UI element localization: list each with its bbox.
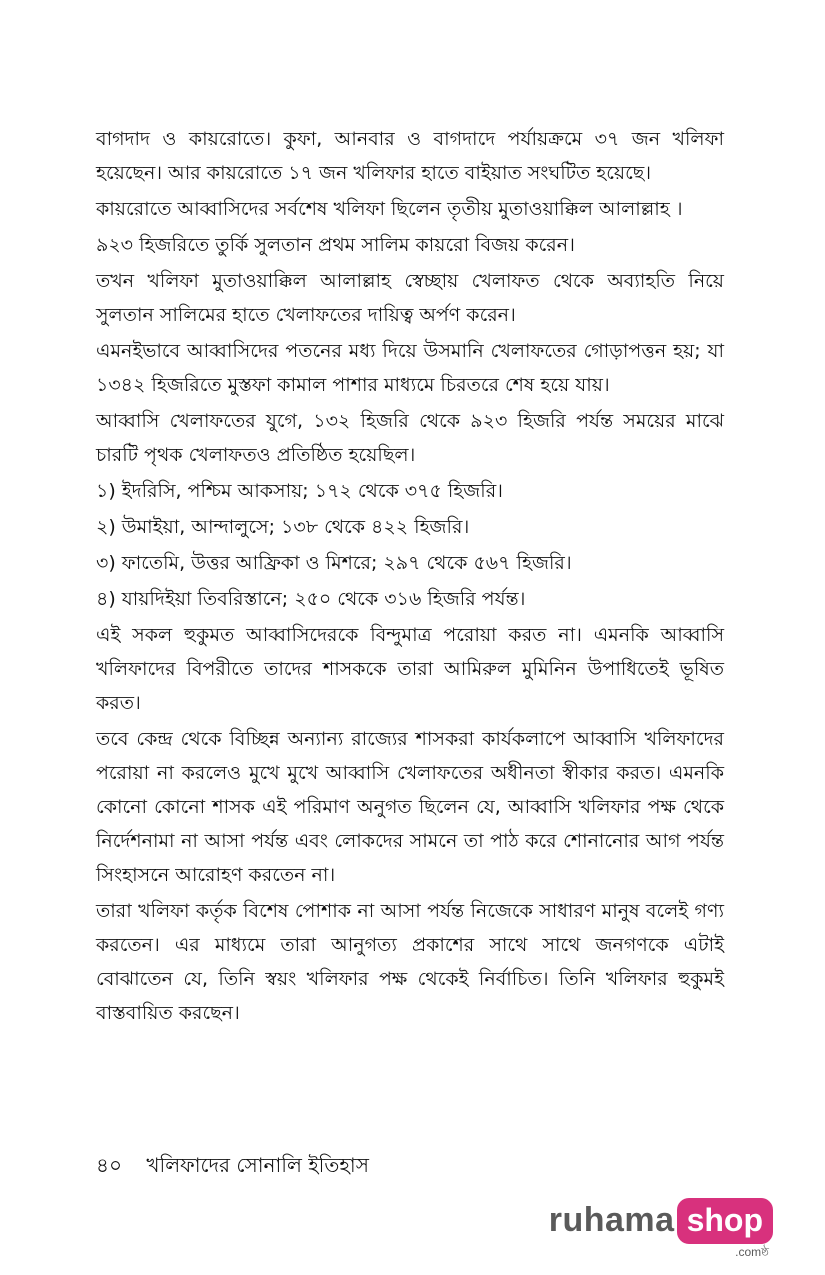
list-item-4: ৪) যায়দিইয়া তিবরিস্তানে; ২৫০ থেকে ৩১৬ হিজরি পর্যন্ত। bbox=[96, 588, 526, 610]
paragraph-7: এই সকল হুকুমত আব্বাসিদেরকে বিন্দুমাত্র পরোয়া করত না। এমনকি আব্বাসি খলিফাদের বিপরীতে তাদের শাসককে তারা আমিরুল মুমিনিন উপাধিতেই ভূষিত করত। bbox=[96, 624, 724, 714]
list-item-1: ১) ইদরিসি, পশ্চিম আকসায়; ১৭২ থেকে ৩৭৫ হিজরি। bbox=[96, 480, 503, 502]
paragraph-9: তারা খলিফা কর্তৃক বিশেষ পোশাক না আসা পর্যন্ত নিজেকে সাধারণ মানুষ বলেই গণ্য করতেন। এর মাধ্যমে তারা আনুগত্য প্রকাশের সাথে সাথে জনগণকে এটাই বোঝাতেন যে, তিনি স্বয়ং খলিফার পক্ষ থেকেই নির্বাচিত। তিনি খলিফার হুকুমই বাস্তবায়িত করছেন। bbox=[96, 900, 724, 1024]
paragraph-5: এমনইভাবে আব্বাসিদের পতনের মধ্য দিয়ে উসমানি খেলাফতের গোড়াপত্তন হয়; যা ১৩৪২ হিজরিতে মুস্তফা কামাল পাশার মাধ্যমে চিরতরে শেষ হয়ে যায়। bbox=[96, 340, 724, 396]
watermark-domain: .comষ্ঠ bbox=[735, 1245, 769, 1259]
page-footer bbox=[96, 1150, 369, 1180]
list-item-2: ২) উমাইয়া, আন্দালুসে; ১৩৮ থেকে ৪২২ হিজরি। bbox=[96, 516, 470, 538]
paragraph-3: ৯২৩ হিজরিতে তুর্কি সুলতান প্রথম সালিম কায়রো বিজয় করেন। bbox=[96, 234, 575, 256]
watermark-brand-right: shop bbox=[677, 1198, 773, 1244]
watermark-shop-badge bbox=[675, 1198, 773, 1259]
paragraph-8: তবে কেন্দ্র থেকে বিচ্ছিন্ন অন্যান্য রাজ্যের শাসকরা কার্যকলাপে আব্বাসি খলিফাদের পরোয়া না করলেও মুখে মুখে আব্বাসি খেলাফতের অধীনতা স্বীকার করত। এমনকি কোনো কোনো শাসক এই পরিমাণ অনুগত ছিলেন যে, আব্বাসি খলিফার পক্ষ থেকে নির্দেশনামা না আসা পর্যন্ত এবং লোকদের সামনে তা পাঠ করে শোনানোর আগ পর্যন্ত সিংহাসনে আরোহণ করতেন না। bbox=[96, 728, 724, 886]
page-number: ৪০ bbox=[96, 1153, 122, 1177]
book-title: খলিফাদের সোনালি ইতিহাস bbox=[146, 1153, 369, 1177]
ruhamashop-watermark-logo bbox=[549, 1198, 773, 1258]
paragraph-1: বাগদাদ ও কায়রোতে। কুফা, আনবার ও বাগদাদে পর্যায়ক্রমে ৩৭ জন খলিফা হয়েছেন। আর কায়রোতে ১৭ জন খলিফার হাতে বাইয়াত সংঘটিত হয়েছে। bbox=[96, 128, 724, 184]
paragraph-4: তখন খলিফা মুতাওয়াক্কিল আলাল্লাহ স্বেচ্ছায় খেলাফত থেকে অব্যাহতি নিয়ে সুলতান সালিমের হাতে খেলাফতের দায়িত্ব অর্পণ করেন। bbox=[96, 270, 724, 326]
page-body bbox=[96, 122, 724, 1032]
paragraph-6: আব্বাসি খেলাফতের যুগে, ১৩২ হিজরি থেকে ৯২৩ হিজরি পর্যন্ত সময়ের মাঝে চারটি পৃথক খেলাফতও প্রতিষ্ঠিত হয়েছিল। bbox=[96, 410, 724, 466]
list-item-3: ৩) ফাতেমি, উত্তর আফ্রিকা ও মিশরে; ২৯৭ থেকে ৫৬৭ হিজরি। bbox=[96, 552, 572, 574]
paragraph-2: কায়রোতে আব্বাসিদের সর্বশেষ খলিফা ছিলেন তৃতীয় মুতাওয়াক্কিল আলাল্লাহ । bbox=[96, 198, 683, 220]
watermark-brand-left: ruhama bbox=[548, 1201, 675, 1239]
